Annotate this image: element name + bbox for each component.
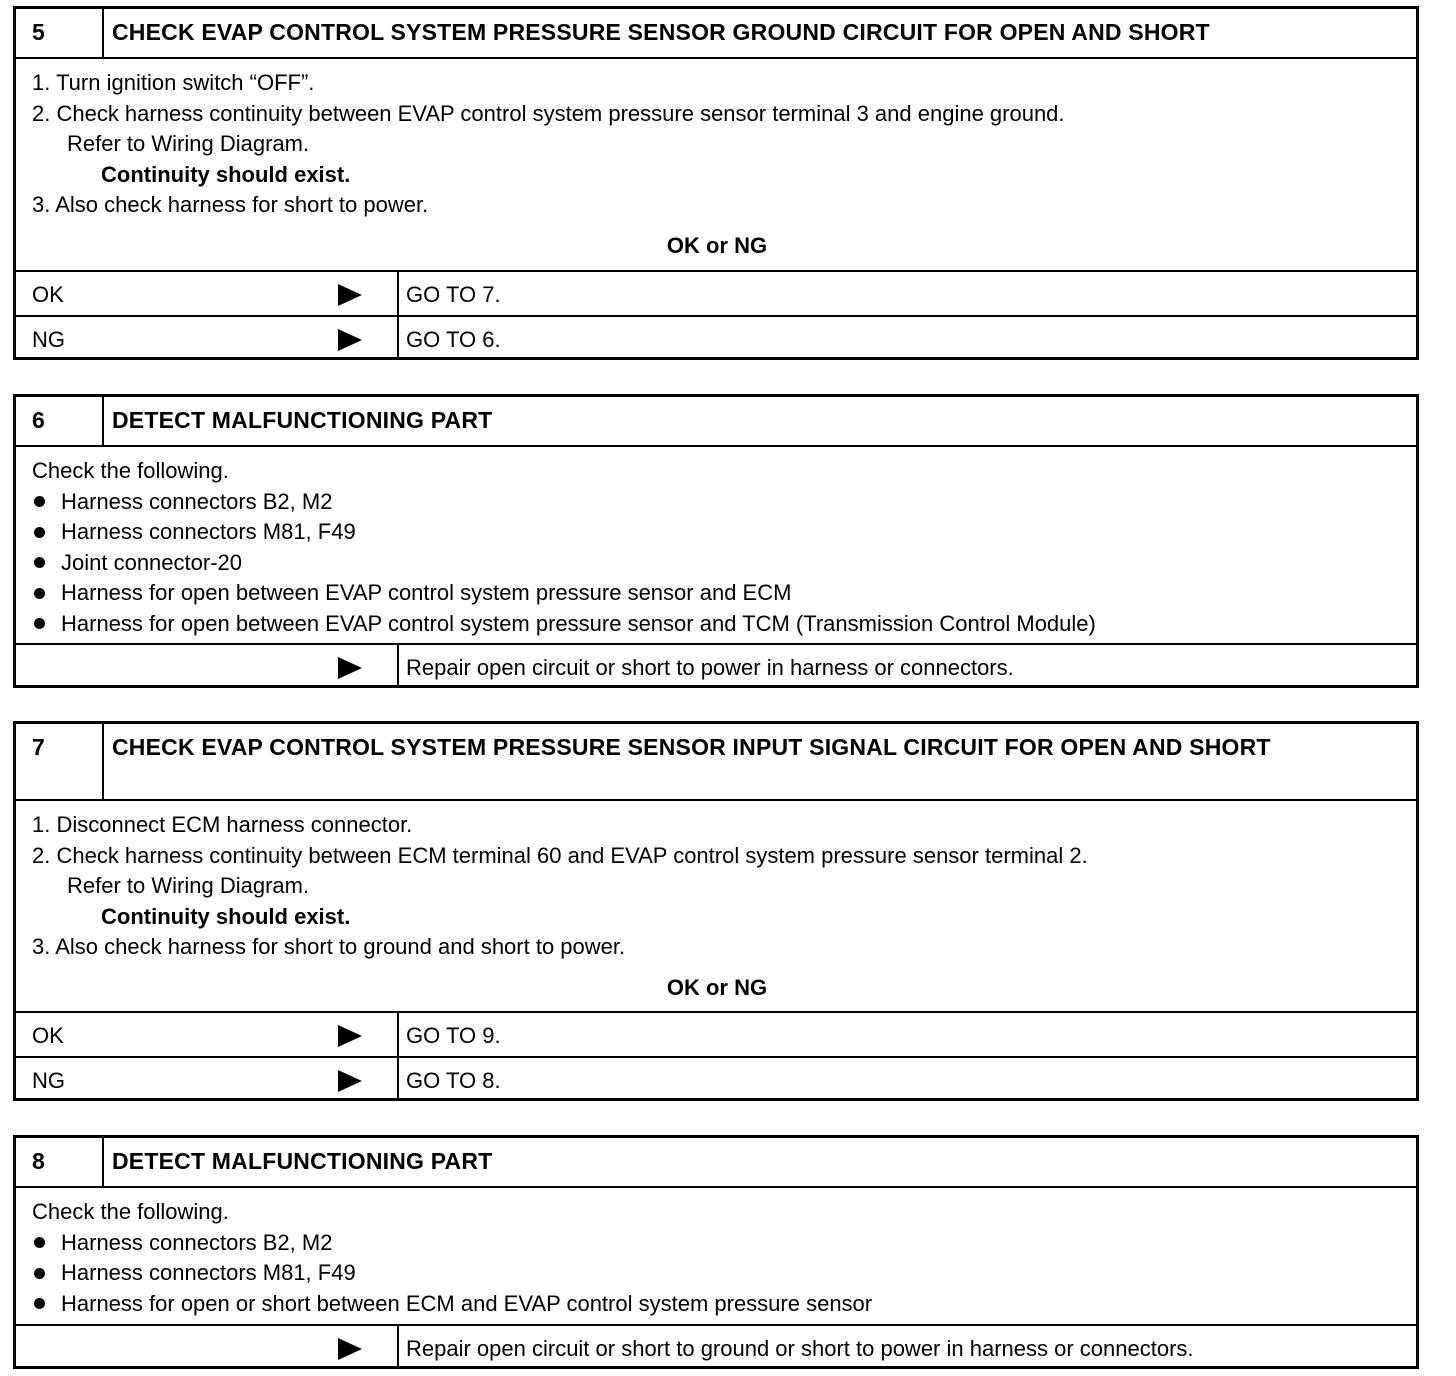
instruction-line: Check the following.	[32, 1199, 229, 1224]
bullet-icon	[34, 618, 45, 629]
instruction-line: Check the following.	[32, 458, 229, 483]
step-instructions	[16, 447, 1416, 643]
list-item: Harness connectors M81, F49	[32, 1258, 1402, 1289]
arrow-right-icon	[338, 329, 362, 351]
step-title: CHECK EVAP CONTROL SYSTEM PRESSURE SENSOR GROUND CIRCUIT FOR OPEN AND SHORT	[112, 19, 1210, 45]
result-action: Repair open circuit or short to power in harness or connectors.	[406, 655, 1014, 680]
step-number: 6	[16, 397, 104, 445]
step-number: 8	[16, 1138, 104, 1186]
result-row-ng	[16, 315, 1416, 360]
result-row-ng	[16, 1056, 1416, 1101]
bullet-icon	[34, 1268, 45, 1279]
arrow-right-icon	[338, 284, 362, 306]
bullet-icon	[34, 557, 45, 568]
bullet-icon	[34, 1237, 45, 1248]
result-action: GO TO 6.	[406, 327, 501, 352]
instruction-line: 2. Check harness continuity between EVAP control system pressure sensor terminal 3 and engine ground.	[32, 100, 1065, 126]
step-6-box	[13, 394, 1419, 688]
step-title: CHECK EVAP CONTROL SYSTEM PRESSURE SENSOR INPUT SIGNAL CIRCUIT FOR OPEN AND SHORT	[112, 734, 1271, 760]
instruction-line: 2. Check harness continuity between ECM terminal 60 and EVAP control system pressure sensor terminal 2.	[32, 842, 1088, 868]
list-item: Harness connectors B2, M2	[32, 487, 1402, 518]
step-header	[16, 9, 1416, 59]
step-number: 7	[16, 724, 104, 799]
instruction-line: Refer to Wiring Diagram.	[67, 131, 310, 156]
list-item: Harness for open between EVAP control system pressure sensor and ECM	[32, 578, 1402, 609]
list-item: Harness for open or short between ECM and EVAP control system pressure sensor	[32, 1289, 1402, 1320]
result-label: NG	[32, 327, 65, 352]
instruction-line: 1. Disconnect ECM harness connector.	[32, 812, 413, 837]
bullet-icon	[34, 588, 45, 599]
result-label: OK	[32, 282, 64, 307]
step-title: DETECT MALFUNCTIONING PART	[112, 407, 493, 433]
instruction-line: Refer to Wiring Diagram.	[67, 873, 310, 898]
step-instructions	[16, 1188, 1416, 1324]
step-title: DETECT MALFUNCTIONING PART	[112, 1148, 493, 1174]
result-label: OK	[32, 1023, 64, 1048]
criteria-text: Continuity should exist.	[101, 161, 351, 187]
bullet-icon	[34, 527, 45, 538]
list-item: Harness for open between EVAP control system pressure sensor and TCM (Transmission Control Module)	[32, 609, 1402, 640]
result-action: GO TO 8.	[406, 1068, 501, 1093]
step-number: 5	[16, 9, 104, 57]
step-instructions	[16, 59, 1416, 270]
arrow-right-icon	[338, 1025, 362, 1047]
step-5-box	[13, 6, 1419, 360]
ok-or-ng-label: OK or NG	[666, 232, 768, 258]
result-row-ok	[16, 270, 1416, 315]
instruction-line: 3. Also check harness for short to ground and short to power.	[32, 934, 626, 959]
list-item: Joint connector-20	[32, 548, 1402, 579]
arrow-right-icon	[338, 657, 362, 679]
list-item: Harness connectors M81, F49	[32, 517, 1402, 548]
arrow-right-icon	[338, 1070, 362, 1092]
step-header	[16, 1138, 1416, 1188]
result-action: GO TO 7.	[406, 282, 501, 307]
result-row	[16, 643, 1416, 688]
step-8-box	[13, 1135, 1419, 1369]
step-7-box	[13, 721, 1419, 1101]
instruction-line: 3. Also check harness for short to power.	[32, 192, 429, 217]
ok-or-ng-label: OK or NG	[666, 974, 768, 1000]
result-label: NG	[32, 1068, 65, 1093]
criteria-text: Continuity should exist.	[101, 903, 351, 929]
step-header	[16, 397, 1416, 447]
instruction-line: 1. Turn ignition switch “OFF”.	[32, 70, 315, 95]
arrow-right-icon	[338, 1338, 362, 1360]
list-item: Harness connectors B2, M2	[32, 1228, 1402, 1259]
step-header	[16, 724, 1416, 801]
bullet-icon	[34, 496, 45, 507]
result-row-ok	[16, 1011, 1416, 1056]
result-action: GO TO 9.	[406, 1023, 501, 1048]
result-row	[16, 1324, 1416, 1369]
result-action: Repair open circuit or short to ground or short to power in harness or connectors.	[406, 1336, 1194, 1361]
step-instructions	[16, 801, 1416, 1011]
bullet-icon	[34, 1298, 45, 1309]
